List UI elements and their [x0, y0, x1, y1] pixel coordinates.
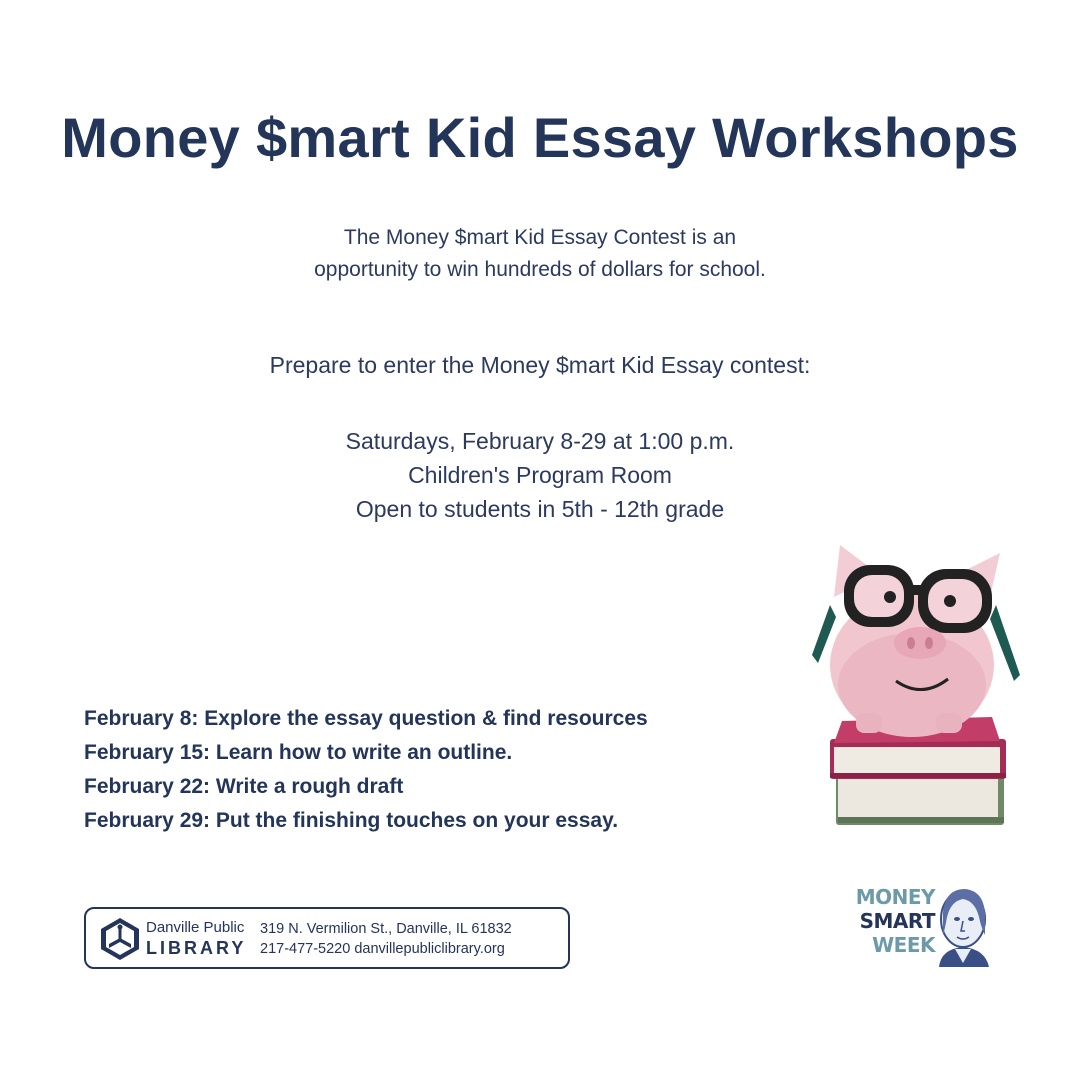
- msw-word-smart: SMART: [859, 909, 935, 933]
- library-name-line-1: Danville Public: [146, 919, 245, 936]
- library-contact: [260, 919, 560, 959]
- money-smart-week-logo: [855, 885, 995, 969]
- library-name: [146, 919, 276, 959]
- event-when: Saturdays, February 8-29 at 1:00 p.m.: [345, 428, 735, 454]
- library-address: 319 N. Vermilion St., Danville, IL 61832: [260, 921, 512, 937]
- intro-line-1: The Money $mart Kid Essay Contest is an: [343, 226, 737, 249]
- page-title: Money $mart Kid Essay Workshops: [61, 106, 1019, 169]
- library-phone-website: 217-477-5220 danvillepubliclibrary.org: [260, 941, 505, 957]
- library-logo-icon: [100, 917, 140, 961]
- msw-wordmark: [855, 885, 935, 957]
- library-name-line-2: LIBRARY: [146, 938, 247, 958]
- schedule-item: February 8: Explore the essay question & find resources: [84, 707, 648, 730]
- library-info-box: [84, 907, 570, 969]
- prepare-text: Prepare to enter the Money $mart Kid Essay contest:: [269, 352, 811, 378]
- franklin-portrait-icon: [931, 883, 993, 967]
- event-details: [0, 424, 1080, 526]
- msw-word-week: WEEK: [872, 933, 935, 957]
- schedule-item: February 29: Put the finishing touches on your essay.: [84, 809, 619, 832]
- workshop-schedule: [84, 702, 784, 838]
- event-where: Children's Program Room: [408, 462, 672, 488]
- intro-text: [0, 222, 1080, 286]
- piggy-bank-icon: [800, 535, 1030, 835]
- event-who: Open to students in 5th - 12th grade: [355, 496, 725, 522]
- schedule-item: February 22: Write a rough draft: [84, 775, 404, 798]
- schedule-item: February 15: Learn how to write an outline.: [84, 741, 513, 764]
- intro-line-2: opportunity to win hundreds of dollars for school.: [314, 258, 766, 281]
- msw-word-money: MONEY: [855, 885, 935, 909]
